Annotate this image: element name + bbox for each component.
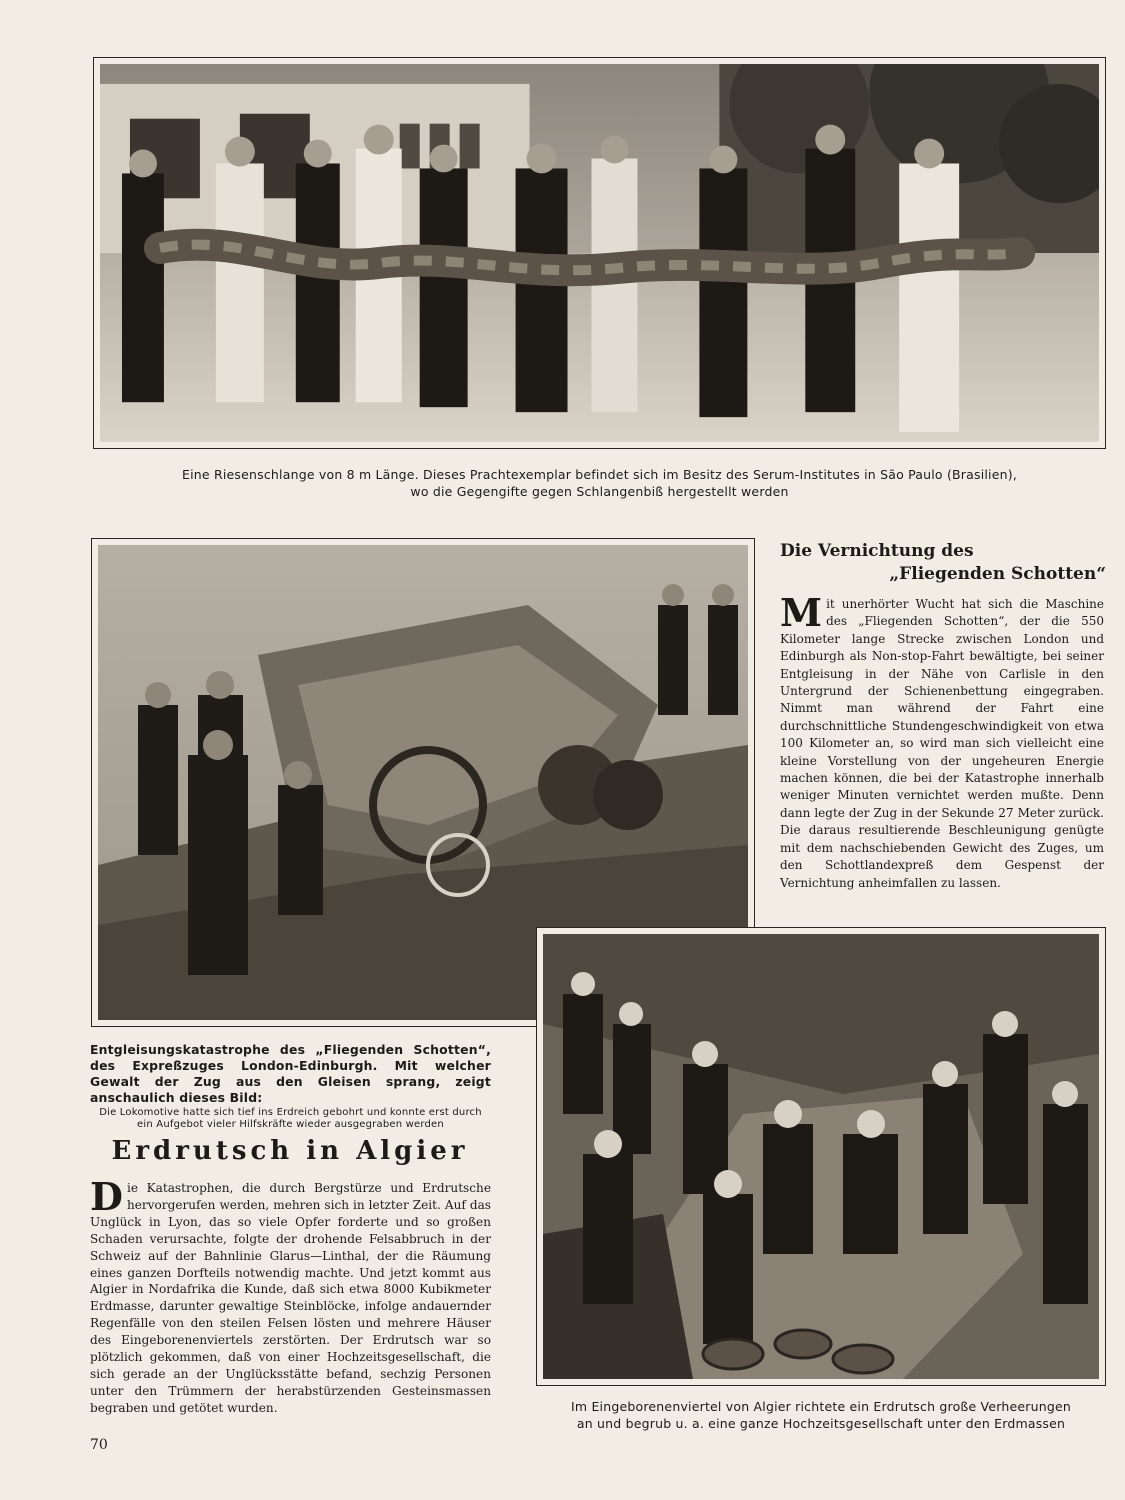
algiers-landslide-photo [536,927,1106,1386]
train-article-text: it unerhörter Wucht hat sich die Maschine des „Fliegenden Schotten“, der die 550 Kilometer lange Strecke zwischen London und Edinburgh als Non-stop-Fahrt bewältigte, bei seiner Entgleisung in der Nähe von Carlisle in den Untergrund der Schienenbettung eingegraben. Nimmt man während der Fahrt eine durchschnittliche Stundengeschwindigkeit von etwa 100 Kilometer an, so wird man sich vielleicht eine kleine Vorstellung von der ungeheuren Energie machen können, die bei der Katastrophe innerhalb weniger Minuten vernichtet werden mußte. Denn dann legte der Zug in der Sekunde 27 Meter zurück. Die daraus resultierende Beschleunigung genügte mit dem nachschiebenden Gewicht des Zuges, um den Schottlandexpreß dem Gespenst der Vernichtung anheimfallen zu lassen. [780,597,1104,890]
snake-caption-line2: wo die Gegengifte gegen Schlangenbiß hergestellt werden [410,484,789,499]
train-caption-small: Die Lokomotive hatte sich tief ins Erdreich gebohrt und konnte erst durch ein Aufgebot vieler Hilfskräfte wieder ausgegraben werden [99,1107,482,1130]
algiers-caption-line1: Im Eingeborenenviertel von Algier richtete ein Erdrutsch große Verheerungen [571,1399,1071,1414]
train-heading-line2: „Fliegenden Schotten“ [889,564,1106,584]
algiers-article-text: ie Katastrophen, die durch Bergstürze und Erdrutsche hervorgerufen werden, mehren sich in letzter Zeit. Auf das Unglück in Lyon, das so viele Opfer forderte und so großen Schaden verursachte, folgte der drohende Felsabbruch in der Schweiz auf der Bahnlinie Glarus—Linthal, der die Räumung eines ganzen Dorfteils notwendig machte. Und jetzt kommt aus Algier in Nordafrika die Kunde, daß sich etwa 8000 Kubikmeter Erdmasse, darunter gewaltige Steinblöcke, infolge andauernder Regenfälle von den steilen Felsen lösten und mehrere Häuser des Eingeborenenviertels zerstörten. Der Erdrutsch war so plötzlich gekommen, daß von einer Hochzeitsgesellschaft, die sich gerade an der Unglücksstätte befand, sechzig Personen unter den Trümmern der herabstürzenden Gesteinsmassen begraben und getötet wurden. [90,1181,491,1415]
algiers-article-dropcap: D [90,1174,123,1219]
train-caption [90,1042,491,1131]
train-article-heading [768,540,1106,586]
snake-caption-line1: Eine Riesenschlange von 8 m Länge. Dieses Prachtexemplar befindet sich im Besitz des Serum-Institutes in São Paulo (Brasilien), [182,467,1017,482]
algiers-article-body [90,1174,491,1417]
train-article-body [780,590,1104,892]
train-caption-main: Entgleisungskatastrophe des „Fliegenden Schotten“, des Expreßzuges London-Edinburgh. Mit welcher Gewalt der Zug aus den Gleisen sprang, zeigt anschaulich dieses Bild: [90,1042,491,1105]
snake-photo [93,57,1106,449]
page-number: 70 [90,1437,108,1453]
algiers-caption-line2: an und begrub u. a. eine ganze Hochzeitsgesellschaft unter den Erdmassen [576,1416,1066,1431]
train-article-dropcap: M [780,590,823,635]
algiers-article-heading: Erdrutsch in Algier [111,1136,469,1166]
snake-caption [93,466,1106,500]
algiers-caption [536,1398,1106,1432]
train-heading-line1: Die Vernichtung des [780,541,974,561]
